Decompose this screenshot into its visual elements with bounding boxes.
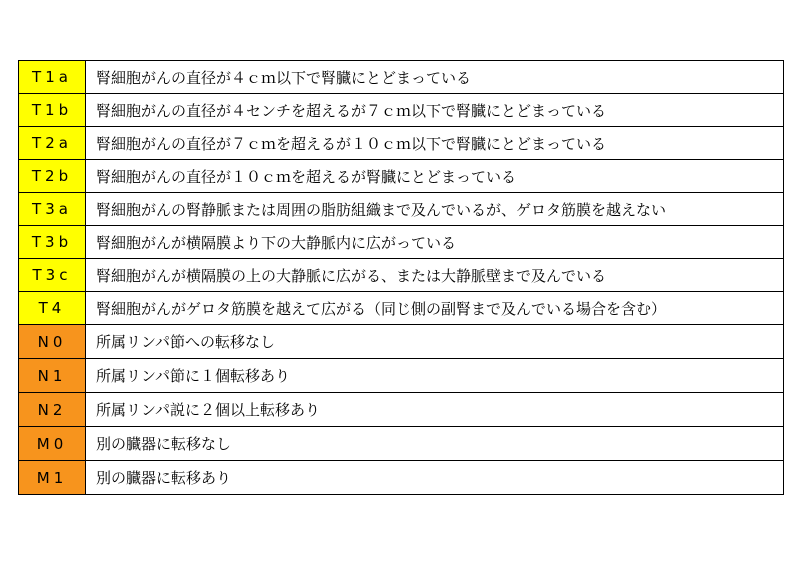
stage-description-cell: 腎細胞がんが横隔膜の上の大静脈に広がる、または大静脈壁まで及んでいる bbox=[86, 259, 784, 292]
stage-code-cell: T3c bbox=[19, 259, 86, 292]
table-row-m0 bbox=[19, 427, 784, 461]
table-row-n0 bbox=[19, 325, 784, 359]
stage-code-cell: T3b bbox=[19, 226, 86, 259]
stage-code-cell: T2b bbox=[19, 160, 86, 193]
stage-description-cell: 所属リンパ説に２個以上転移あり bbox=[86, 393, 784, 427]
stage-code-cell: T1b bbox=[19, 94, 86, 127]
table-row-t3a bbox=[19, 193, 784, 226]
stage-code-cell: T2a bbox=[19, 127, 86, 160]
table-row-t3c bbox=[19, 259, 784, 292]
stage-description-cell: 腎細胞がんの直径が７ｃｍを超えるが１０ｃｍ以下で腎臓にとどまっている bbox=[86, 127, 784, 160]
stage-code-cell: N2 bbox=[19, 393, 86, 427]
table-row-t4 bbox=[19, 292, 784, 325]
stage-code-cell: N0 bbox=[19, 325, 86, 359]
table-body bbox=[19, 61, 784, 495]
stage-description-cell: 別の臓器に転移なし bbox=[86, 427, 784, 461]
stage-code-cell: T1a bbox=[19, 61, 86, 94]
table-row-t1a bbox=[19, 61, 784, 94]
stage-description-cell: 腎細胞がんの直径が４センチを超えるが７ｃｍ以下で腎臓にとどまっている bbox=[86, 94, 784, 127]
table-row-n2 bbox=[19, 393, 784, 427]
stage-description-cell: 腎細胞がんの腎静脈または周囲の脂肪組織まで及んでいるが、ゲロタ筋膜を越えない bbox=[86, 193, 784, 226]
stage-description-cell: 腎細胞がんの直径が４ｃｍ以下で腎臓にとどまっている bbox=[86, 61, 784, 94]
table-row-t2a bbox=[19, 127, 784, 160]
stage-code-cell: T4 bbox=[19, 292, 86, 325]
stage-code-cell: T3a bbox=[19, 193, 86, 226]
stage-code-cell: M0 bbox=[19, 427, 86, 461]
stage-description-cell: 別の臓器に転移あり bbox=[86, 461, 784, 495]
stage-description-cell: 腎細胞がんがゲロタ筋膜を越えて広がる（同じ側の副腎まで及んでいる場合を含む） bbox=[86, 292, 784, 325]
stage-code-cell: M1 bbox=[19, 461, 86, 495]
tnm-staging-table bbox=[18, 60, 784, 495]
table-row-n1 bbox=[19, 359, 784, 393]
stage-code-cell: N1 bbox=[19, 359, 86, 393]
table-row-t1b bbox=[19, 94, 784, 127]
stage-description-cell: 所属リンパ節への転移なし bbox=[86, 325, 784, 359]
table-row-t3b bbox=[19, 226, 784, 259]
stage-description-cell: 腎細胞がんが横隔膜より下の大静脈内に広がっている bbox=[86, 226, 784, 259]
stage-description-cell: 腎細胞がんの直径が１０ｃｍを超えるが腎臓にとどまっている bbox=[86, 160, 784, 193]
table-row-m1 bbox=[19, 461, 784, 495]
stage-description-cell: 所属リンパ節に１個転移あり bbox=[86, 359, 784, 393]
table-row-t2b bbox=[19, 160, 784, 193]
